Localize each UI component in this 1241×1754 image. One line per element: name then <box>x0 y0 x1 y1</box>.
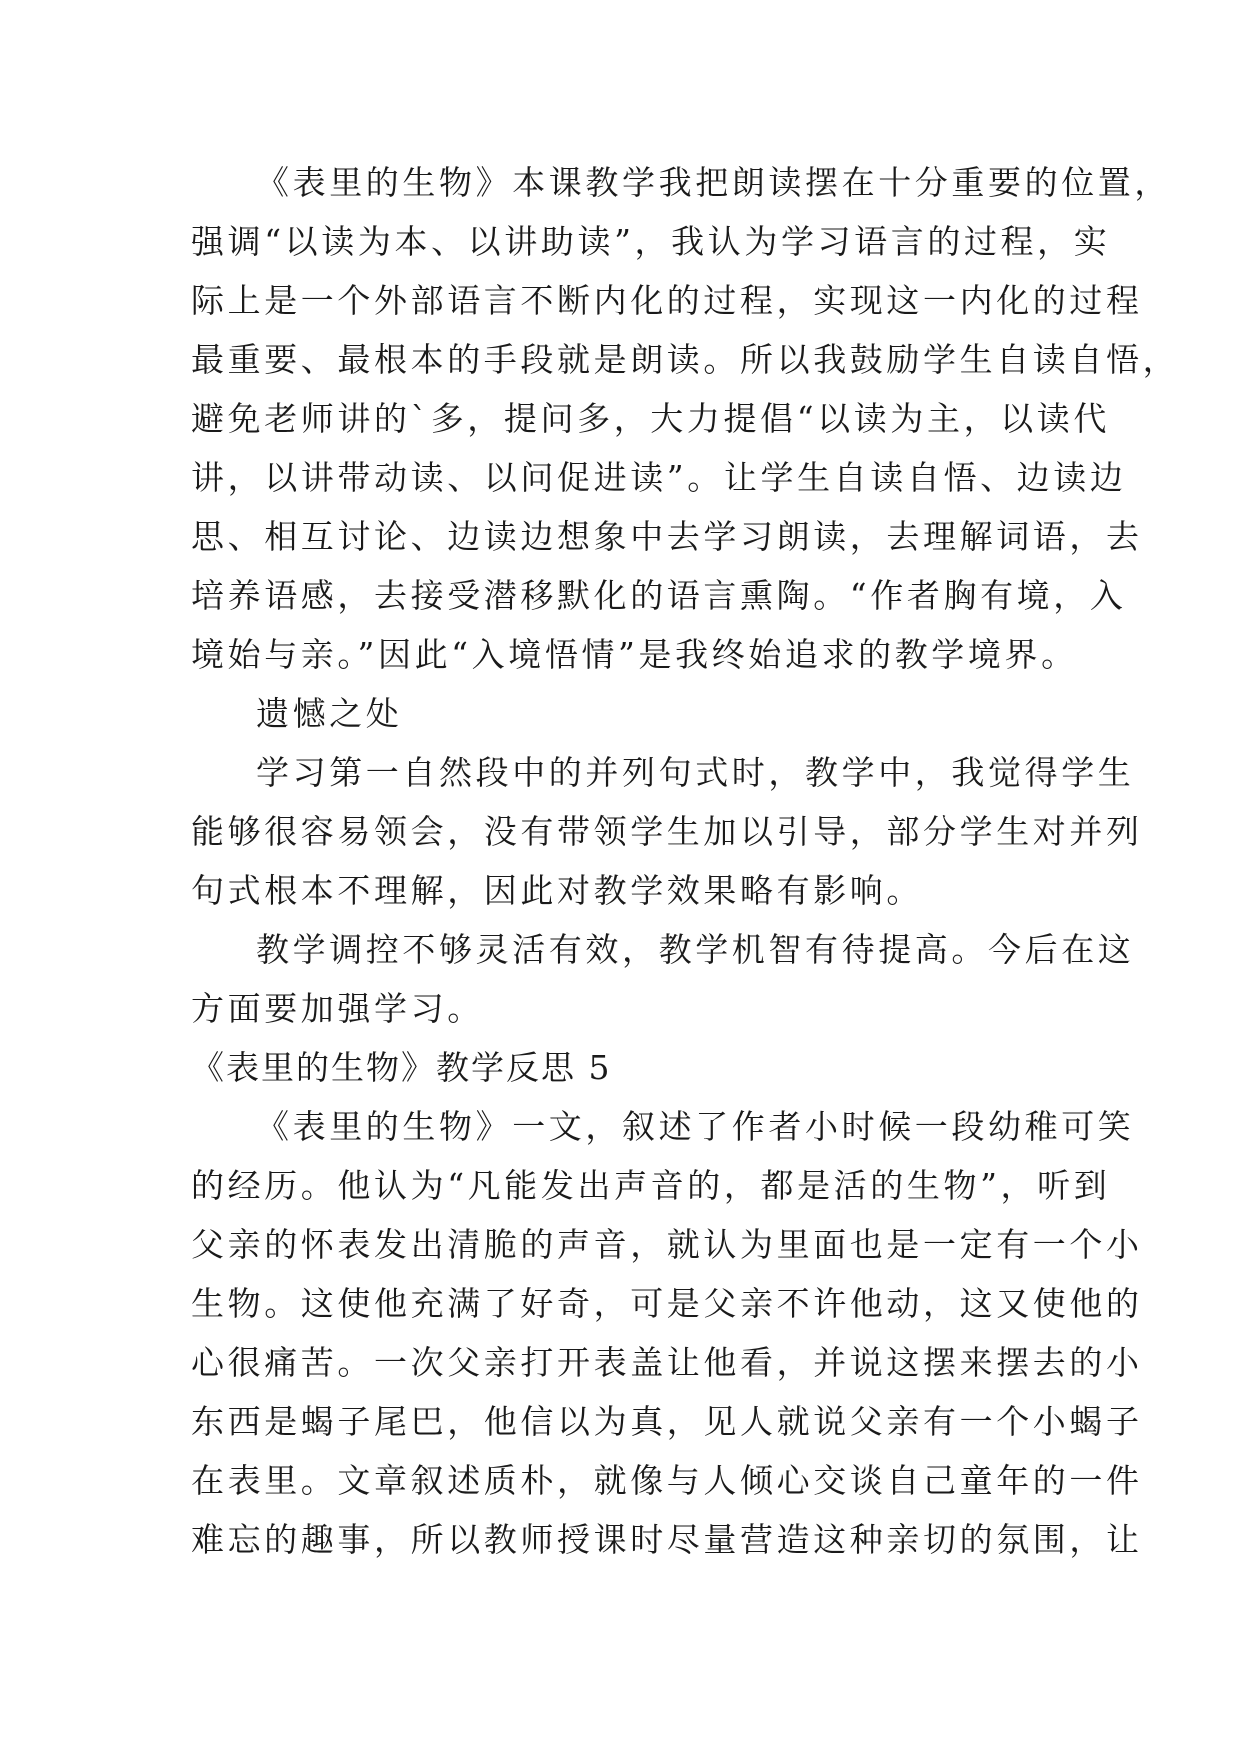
paragraph-line: 能够很容易领会，没有带领学生加以引导，部分学生对并列 <box>191 812 1143 851</box>
paragraph-line: 父亲的怀表发出清脆的声音，就认为里面也是一定有一个小 <box>191 1225 1143 1264</box>
paragraph-line: 生物。这使他充满了好奇，可是父亲不许他动，这又使他的 <box>191 1284 1143 1323</box>
subheading: 遗憾之处 <box>256 694 403 733</box>
paragraph-line: 强调“以读为本、以讲助读”，我认为学习语言的过程，实 <box>191 222 1111 261</box>
paragraph-line: 讲，以讲带动读、以问促进读”。让学生自读自悟、边读边 <box>191 458 1127 497</box>
paragraph-line: 学习第一自然段中的并列句式时，教学中，我觉得学生 <box>256 753 1135 792</box>
paragraph-line: 的经历。他认为“凡能发出声音的，都是活的生物”，听到 <box>191 1166 1111 1205</box>
paragraph-line: 际上是一个外部语言不断内化的过程，实现这一内化的过程 <box>191 281 1143 320</box>
paragraph-line: 思、相互讨论、边读边想象中去学习朗读，去理解词语，去 <box>191 517 1143 556</box>
paragraph-line: 境始与亲。”因此“入境悟情”是我终始追求的教学境界。 <box>191 635 1078 674</box>
paragraph-line: 避免老师讲的`多，提问多，大力提倡“以读为主，以读代 <box>191 399 1110 438</box>
paragraph-line: 培养语感，去接受潜移默化的语言熏陶。“作者胸有境，入 <box>191 576 1127 615</box>
paragraph-line: 《表里的生物》本课教学我把朗读摆在十分重要的位置， <box>256 163 1171 202</box>
paragraph-line: 难忘的趣事，所以教师授课时尽量营造这种亲切的氛围，让 <box>191 1520 1143 1559</box>
paragraph-line: 教学调控不够灵活有效，教学机智有待提高。今后在这 <box>256 930 1135 969</box>
paragraph-line: 《表里的生物》一文，叙述了作者小时候一段幼稚可笑 <box>256 1107 1135 1146</box>
paragraph-line: 句式根本不理解，因此对教学效果略有影响。 <box>191 871 923 910</box>
section-title: 《表里的生物》教学反思 5 <box>191 1048 612 1087</box>
paragraph-line: 心很痛苦。一次父亲打开表盖让他看，并说这摆来摆去的小 <box>191 1343 1143 1382</box>
paragraph-line: 最重要、最根本的手段就是朗读。所以我鼓励学生自读自悟， <box>191 340 1180 379</box>
paragraph-line: 东西是蝎子尾巴，他信以为真，见人就说父亲有一个小蝎子 <box>191 1402 1143 1441</box>
paragraph-line: 方面要加强学习。 <box>191 989 484 1028</box>
paragraph-line: 在表里。文章叙述质朴，就像与人倾心交谈自己童年的一件 <box>191 1461 1143 1500</box>
